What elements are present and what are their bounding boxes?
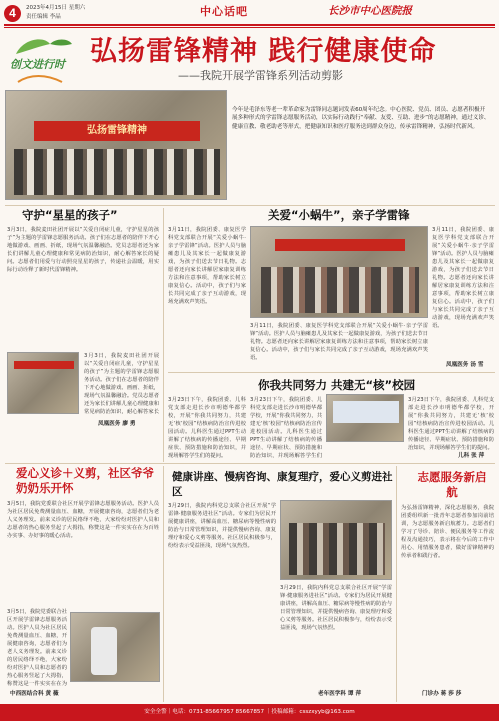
editor-credit: 责任编辑 李晶 — [26, 14, 61, 20]
article-4-body: 3月5日，我院党委联合社区开展学雷锋志愿服务活动。医护人员为社区居民免费测量血压、血糖，开展健康咨询，志愿者们为老人义务理发。前来义诊的居民络绎不绝，大家纷纷对医护人员和志愿者的热心服务竖起了大拇指，称赞这是一件实实在在为百姓办实事、办好事的暖心活动。 — [7, 501, 159, 539]
article-3-title: 你我共同努力 共建无“核”校园 — [258, 378, 416, 392]
newspaper-name: 长沙市中心医院报 — [328, 5, 412, 17]
subheadline: ——我院开展学雷锋系列活动剪影 — [178, 69, 343, 82]
article-5-byline: 老年医学科 谭 萍 — [318, 691, 362, 697]
footer-contact-bar: 安全全警｜电话：0731-85667957 85667857 ｜投稿邮箱：csszxyyb@163.com — [0, 704, 499, 721]
header-rule-thin — [4, 27, 495, 28]
column-divider — [163, 466, 164, 702]
article-2-body-cont2: 3月11日，我院团委、康复医学科党支部联合开展“关爱小蜗牛·亲子学雷锋”活动。医护人员与脑瘫患儿及其家长一起做康复游戏，为孩子们送去节日礼物。志愿者还向家长讲解居家康复训练方法和注意事项，帮助家长树立康复信心。活动中，孩子们与家长共同完成了亲子互动游戏，现场充满欢声笑语。 — [250, 323, 428, 361]
article-5-body: 3月29日，我院内科党总支联合社区开展“学雷锋·健康服务进社区”活动。专家们为居民开展健康讲座，讲解高血压、糖尿病等慢性病的防治与日常管理知识，并提供慢病咨询、康复理疗和爱心义剪等服务。社区居民积极参与，纷纷表示受益匪浅，现场气氛热烈。 — [168, 503, 276, 549]
article-3-body-cont2: 3月23日下午，我院团委、儿科党支部走进长沙市明德华都学校，开展“你我共同努力，共建无‘核’校园”结核病防治宣传进校园活动。儿科医生通过PPT生动讲解了结核病的传播途径、早期症状、预防措施和防治知识，并现场解答学生们的提问。 — [408, 397, 494, 451]
article-1-byline: 凤凰医务 廖 勇 — [98, 421, 136, 427]
article-4-body-cont: 3月5日，我院党委联合社区开展学雷锋志愿服务活动。医护人员为社区居民免费测量血压、血糖，开展健康咨询，志愿者们为老人义务理发。前来义诊的居民络绎不绝，大家纷纷对医护人员和志愿者的热心服务竖起了大拇指，称赞这是一件实实在在为 — [7, 609, 67, 687]
crowd-silhouettes — [14, 149, 220, 195]
header-rule — [4, 24, 495, 26]
article-2-body: 3月11日，我院团委、康复医学科党支部联合开展“关爱小蜗牛·亲子学雷锋”活动。医护人员与脑瘫患儿及其家长一起做康复游戏，为孩子们送去节日礼物。志愿者还向家长讲解居家康复训练方法和注意事项，帮助家长树立康复信心。活动中，孩子们与家长共同完成了亲子互动游戏，现场充满欢声笑语。 — [168, 227, 246, 305]
article-6-title: 志愿服务新启航 — [417, 470, 487, 499]
article-4-title: 爱心义诊＋义剪，社区爷爷奶奶乐开怀 — [16, 466, 154, 495]
lead-paragraph: 今年是毛泽东等老一辈革命家为雷锋同志题词发表60周年纪念。中心医院、党员、团员、志愿者积极开展多种形式的学雷锋志愿服务活动，以实际行动践行“奉献、友爱、互助、进步”的志愿精神，通过义诊、健康宣教、敬老助老等形式，把健康知识和医疗服务送到群众身边，传承雷锋精神，弘扬时代新风。 — [232, 107, 490, 130]
photo-banner-text: 弘扬雷锋精神 — [87, 125, 147, 136]
article-6-byline: 门诊办 蒋 莎 莎 — [422, 691, 462, 697]
article-2-title: 关爱“小蜗牛”，亲子学雷锋 — [268, 208, 410, 222]
article-5-title: 健康讲座、慢病咨询、康复理疗，爱心义剪进社区 — [172, 471, 393, 498]
article-5-photo — [280, 500, 392, 580]
article-3-photo — [326, 394, 404, 442]
main-headline: 弘扬雷锋精神 践行健康使命 — [90, 36, 437, 67]
article-4-byline: 中西医结合科 黄 薇 — [10, 691, 59, 697]
article-3-body: 3月23日下午，我院团委、儿科党支部走进长沙市明德华都学校，开展“你我共同努力，共建无‘核’校园”结核病防治宣传进校园活动。儿科医生通过PPT生动讲解了结核病的传播途径、早期症状、预防措施和防治知识，并现场解答学生们的提问。 — [168, 397, 246, 458]
article-1-body-cont: 3月3日，我院麦田社团开展以“关爱自闭症儿童，守护星星的孩子”为主题的学雷锋志愿服务活动。孩子们在志愿者的陪伴下开心地做游戏、画画、折纸，现场气氛温馨融洽。党员志愿者还为家长们讲解儿童心理健康和常见病防治知识，耐心解答家长 — [84, 353, 159, 414]
article-5-body-cont: 3月29日，我院内科党总支联合社区开展“学雷锋·健康服务进社区”活动。专家们为居民开展健康讲座，讲解高血压、糖尿病等慢性病的防治与日常管理知识，并提供慢病咨询、康复理疗和爱心义剪等服务。社区居民积极参与，纷纷表示受益匪浅，现场气氛热烈。 — [280, 585, 392, 631]
section-title: 中心话吧 — [200, 5, 248, 18]
divider — [5, 463, 495, 464]
article-1-body: 3月3日，我院麦田社团开展以“关爱自闭症儿童，守护星星的孩子”为主题的学雷锋志愿服务活动。孩子们在志愿者的陪伴下开心地做游戏、画画、折纸，现场气氛温馨融洽。党员志愿者还为家长们讲解儿童心理健康和常见病防治知识，耐心解答家长的疑问。志愿者们用爱与行动照亮星星的孩子，传递社会温暖，用实际行动诠释了新时代雷锋精神。 — [7, 227, 159, 273]
article-3-body-cont: 3月23日下午，我院团委、儿科党支部走进长沙市明德华都学校，开展“你我共同努力，共建无‘核’校园”结核病防治宣传进校园活动。儿科医生通过PPT生动讲解了结核病的传播途径、早期症状、预防措施和防治知识，并现场解答学生们 — [250, 397, 322, 458]
page-number: 4 — [4, 5, 21, 22]
column-divider — [163, 208, 164, 462]
group-photo-main — [5, 90, 227, 200]
issue-date: 2023年4月15日 星期六 — [26, 5, 86, 11]
article-2-body-cont: 3月11日，我院团委、康复医学科党支部联合开展“关爱小蜗牛·亲子学雷锋”活动。医护人员与脑瘫患儿及其家长一起做康复游戏，为孩子们送去节日礼物。志愿者还向家长讲解居家康复训练方法和注意事项，帮助家长树立康复信心。活动中，孩子们与家长共同完成了亲子互动游戏，现场充满欢声笑语。 — [432, 227, 494, 329]
article-6-body: 为弘扬雷锋精神，深化志愿服务，我院团委组织新一批青年志愿者参加岗前培训，为志愿服务新启航蓄力。志愿者们学习了导诊、陪诊、便民服务等工作流程及沟通技巧，表示将在今后的工作中用心、用情服务患者，做好雷锋精神的传承者和践行者。 — [401, 505, 494, 559]
divider — [5, 205, 495, 206]
article-1-title: 守护“星星的孩子” — [22, 208, 118, 222]
column-divider — [396, 466, 397, 702]
article-2-byline: 凤凰医务 汤 雪 — [446, 362, 484, 368]
divider — [168, 372, 495, 373]
article-2-photo — [250, 226, 428, 318]
article-3-byline: 儿科 张 萍 — [458, 453, 485, 459]
logo-text: 创文进行时 — [10, 58, 65, 71]
article-4-photo — [70, 612, 160, 682]
article-1-photo — [7, 352, 79, 414]
